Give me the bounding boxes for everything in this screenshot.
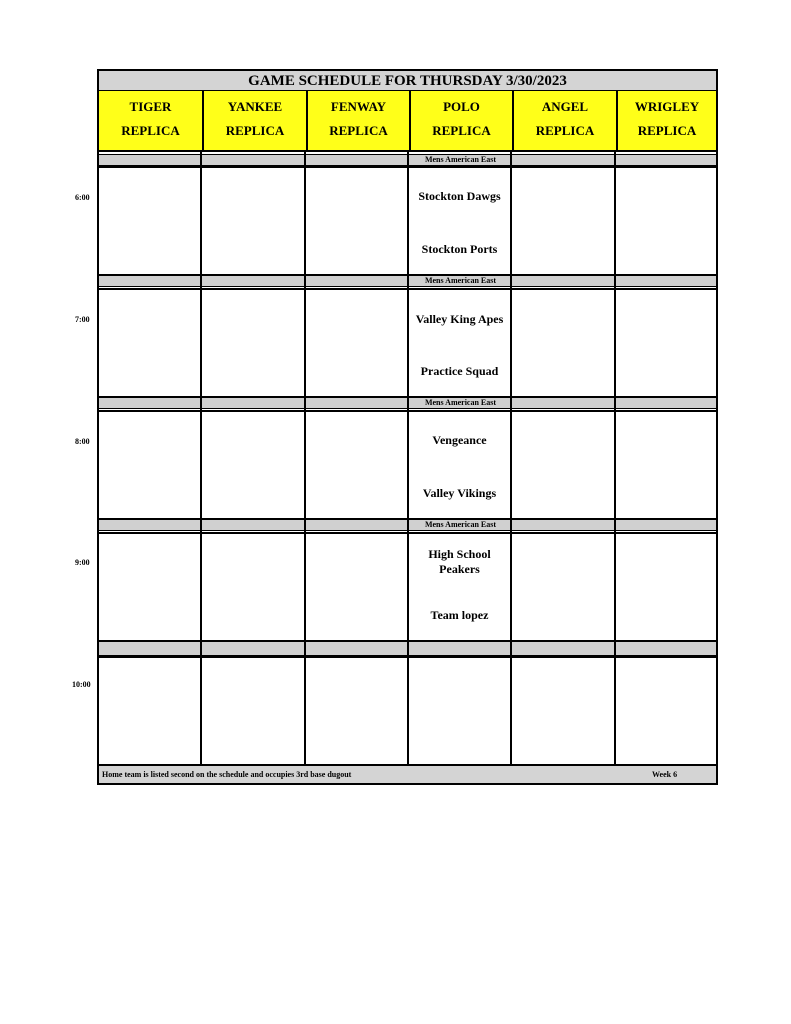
time-label: 10:00 xyxy=(72,680,91,689)
division-label: Mens American East xyxy=(424,520,497,529)
field-header-polo xyxy=(409,91,512,152)
field-name: FENWAY xyxy=(330,99,387,114)
field-type: REPLICA xyxy=(225,123,285,138)
time-label: 8:00 xyxy=(75,437,90,446)
field-header-wrigley xyxy=(616,91,716,152)
home-team: Team lopez xyxy=(430,608,489,622)
field-name: ANGEL xyxy=(541,99,589,114)
schedule-title: GAME SCHEDULE FOR THURSDAY 3/30/2023 xyxy=(99,71,716,91)
field-header-yankee xyxy=(202,91,306,152)
field-name: TIGER xyxy=(129,99,172,114)
home-team: Stockton Ports xyxy=(421,242,498,256)
field-header-tiger xyxy=(99,91,202,152)
away-team: High School Peakers xyxy=(428,547,491,576)
field-name: WRIGLEY xyxy=(634,99,700,114)
field-name: POLO xyxy=(443,99,480,114)
division-label: Mens American East xyxy=(424,398,497,407)
field-type: REPLICA xyxy=(329,123,388,138)
column-divider xyxy=(304,152,306,764)
away-team: Stockton Dawgs xyxy=(418,189,501,203)
field-name: YANKEE xyxy=(227,99,283,114)
time-label: 7:00 xyxy=(75,315,90,324)
away-team: Vengeance xyxy=(432,433,487,447)
footer-note: Home team is listed second on the schedule and occupies 3rd base dugout xyxy=(102,770,352,779)
away-team: Valley King Apes xyxy=(415,312,504,326)
time-label: 9:00 xyxy=(75,558,90,567)
field-type: REPLICA xyxy=(637,123,697,138)
division-label: Mens American East xyxy=(424,155,497,164)
field-type: REPLICA xyxy=(121,123,180,138)
field-header-angel xyxy=(512,91,616,152)
home-team: Practice Squad xyxy=(420,364,499,378)
field-header-fenway xyxy=(306,91,409,152)
column-divider xyxy=(200,152,202,764)
time-label: 6:00 xyxy=(75,193,90,202)
field-type: REPLICA xyxy=(432,123,491,138)
division-label: Mens American East xyxy=(424,276,497,285)
schedule-sheet xyxy=(97,69,718,785)
column-divider xyxy=(510,152,512,764)
week-label: Week 6 xyxy=(652,770,678,779)
field-type: REPLICA xyxy=(535,123,595,138)
column-divider xyxy=(614,152,616,764)
schedule-footer xyxy=(99,764,716,783)
home-team: Valley Vikings xyxy=(422,486,497,500)
